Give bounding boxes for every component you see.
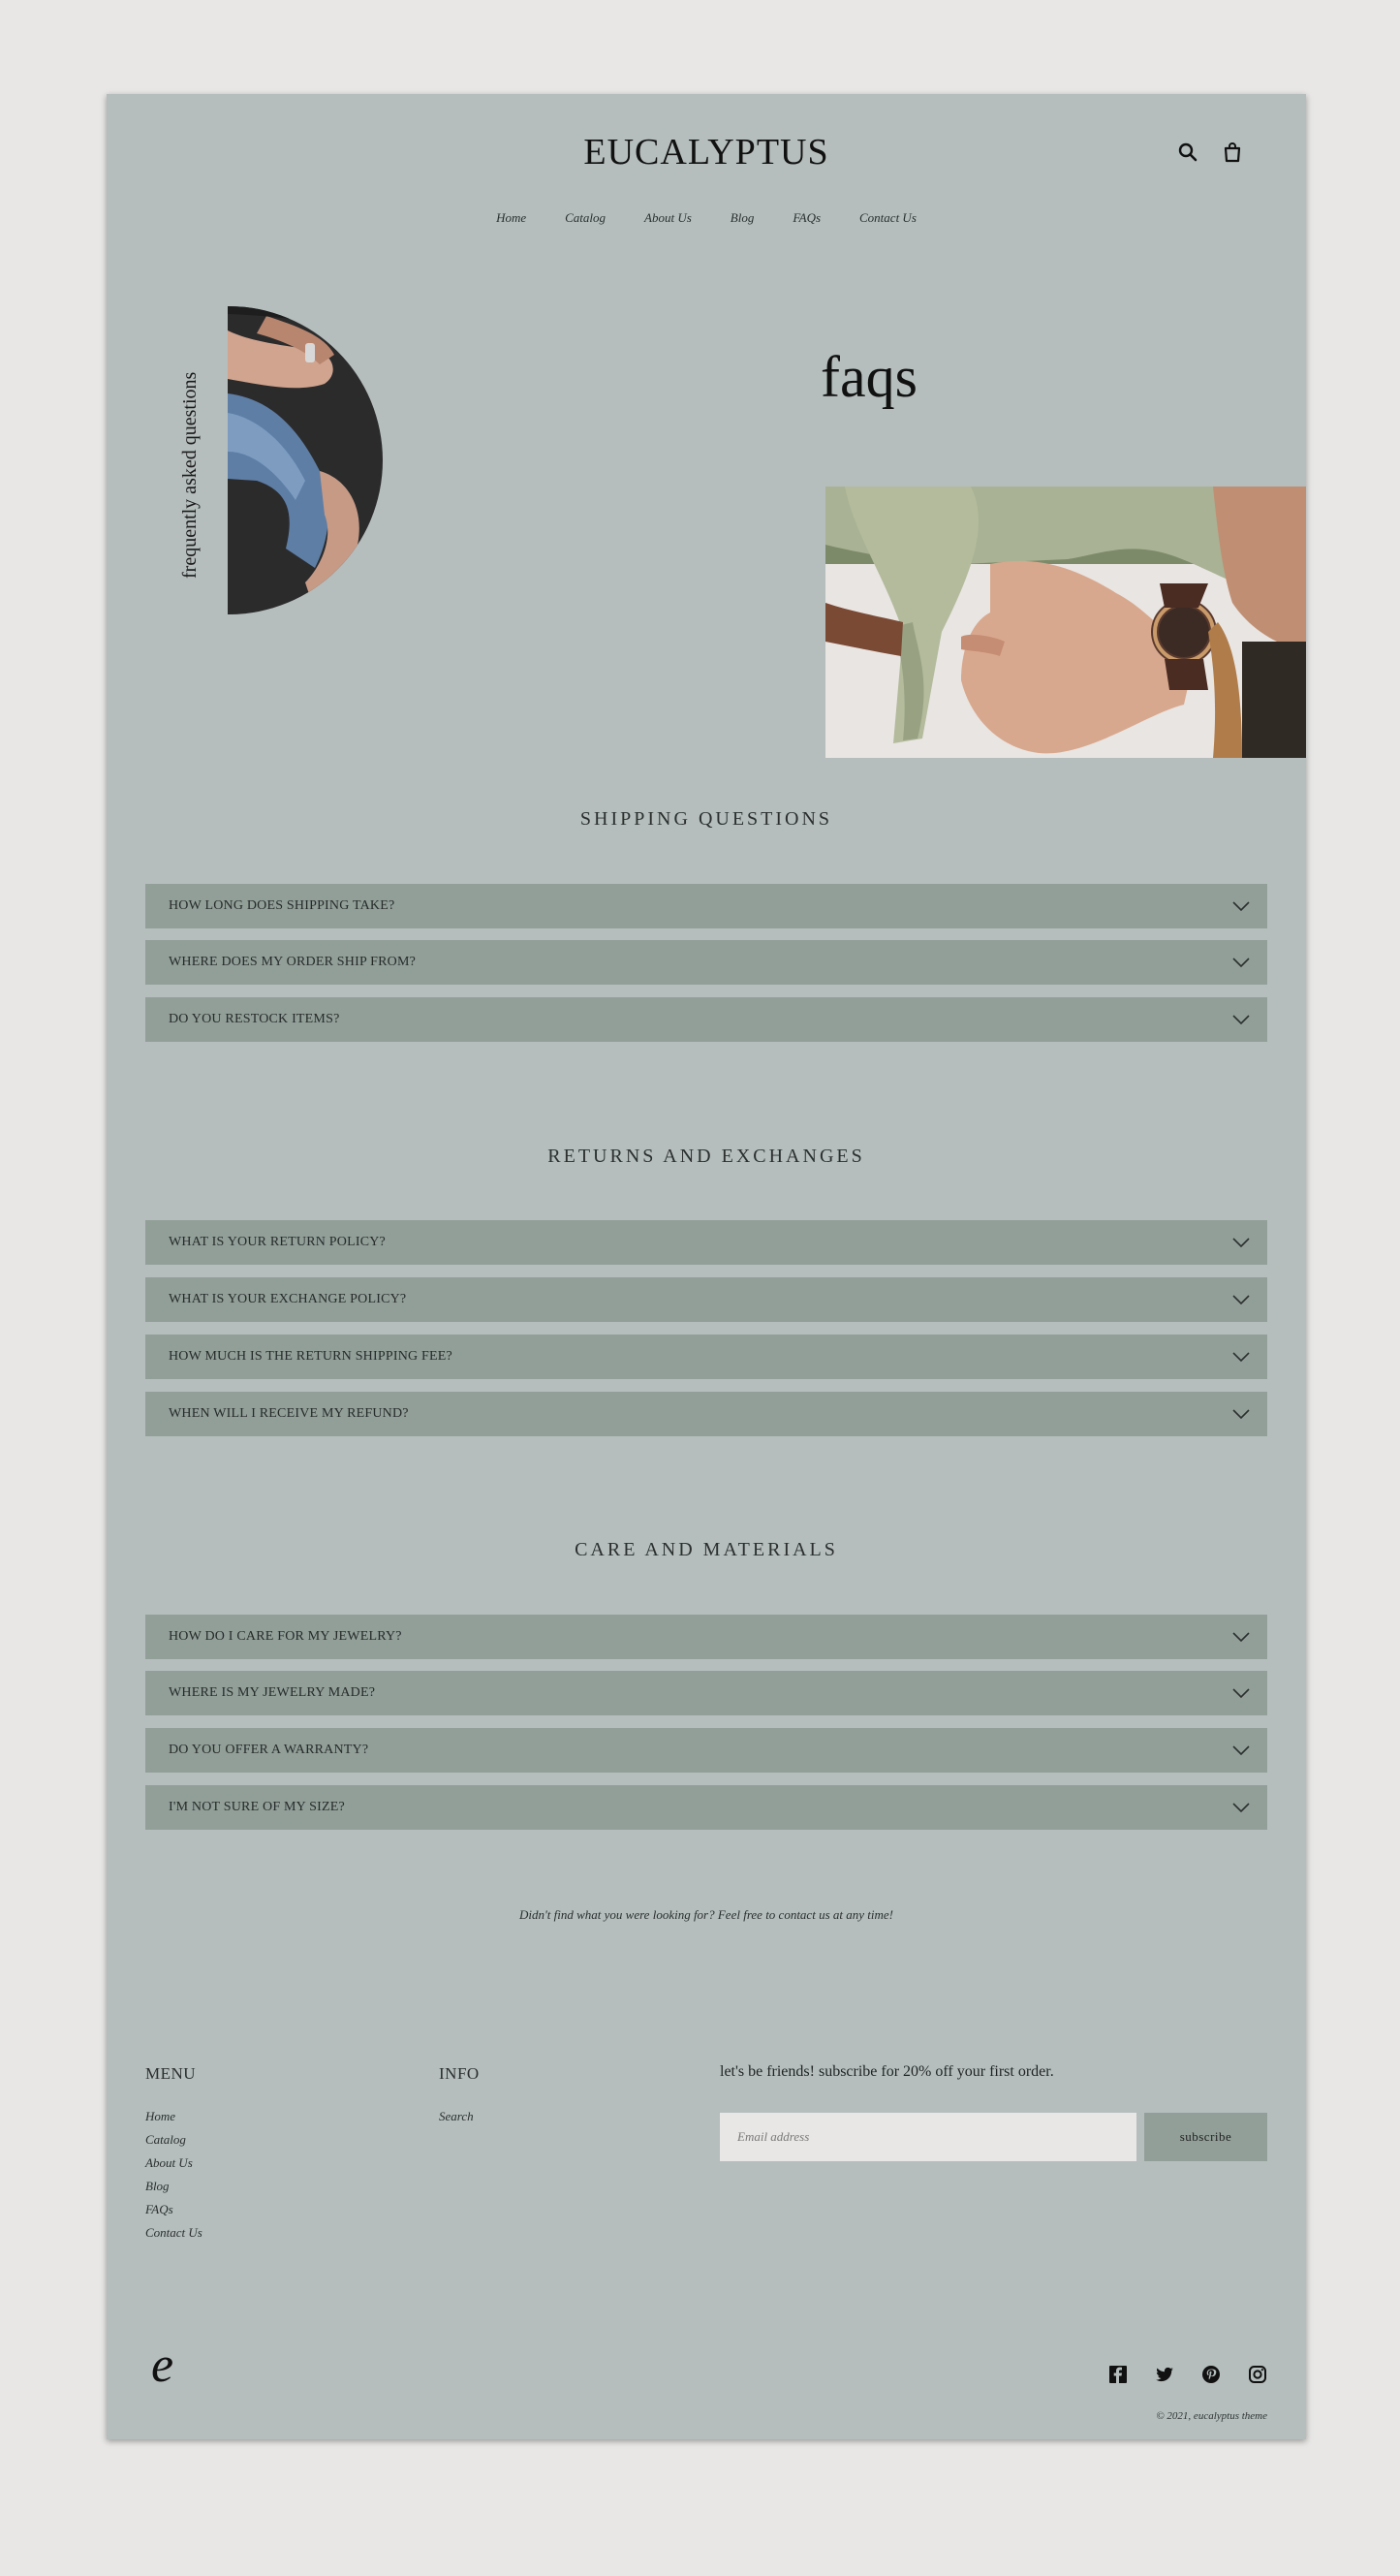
faq-question: WHAT IS YOUR RETURN POLICY?: [169, 1235, 386, 1249]
nav-about-us[interactable]: About Us: [644, 210, 692, 225]
cart-icon[interactable]: [1221, 141, 1244, 164]
faq-item[interactable]: [145, 884, 1267, 928]
faq-question: I'M NOT SURE OF MY SIZE?: [169, 1800, 345, 1814]
pinterest-icon[interactable]: [1201, 2365, 1221, 2384]
nav-home[interactable]: Home: [496, 210, 527, 225]
header-icons: [1176, 141, 1244, 164]
section-title-returns: RETURNS AND EXCHANGES: [547, 1146, 865, 1167]
hero-vertical-text: frequently asked questions: [179, 371, 201, 579]
hero-photo-knees: [228, 306, 383, 614]
footer-menu-links: [145, 2109, 202, 2241]
chevron-down-icon: [1232, 1408, 1250, 1420]
faq-item[interactable]: [145, 1220, 1267, 1265]
faq-question: WHERE IS MY JEWELRY MADE?: [169, 1685, 376, 1700]
faq-question: HOW MUCH IS THE RETURN SHIPPING FEE?: [169, 1349, 452, 1364]
faq-item[interactable]: [145, 1785, 1267, 1830]
subscribe-button[interactable]: subscribe: [1144, 2113, 1267, 2161]
footer-link-catalog[interactable]: Catalog: [145, 2132, 186, 2147]
chevron-down-icon: [1232, 1294, 1250, 1305]
faq-item[interactable]: [145, 1671, 1267, 1715]
faq-item[interactable]: [145, 1277, 1267, 1322]
chevron-down-icon: [1232, 1802, 1250, 1813]
footer-link-about-us[interactable]: About Us: [145, 2155, 193, 2170]
footer-link-home[interactable]: Home: [145, 2109, 176, 2123]
copyright: © 2021, eucalyptus theme: [1156, 2410, 1267, 2422]
faq-question: HOW LONG DOES SHIPPING TAKE?: [169, 898, 395, 913]
footer-info-links: [439, 2109, 474, 2124]
site-logo[interactable]: EUCALYPTUS: [583, 132, 829, 173]
footer-link-search[interactable]: Search: [439, 2109, 474, 2123]
faq-question: WHERE DOES MY ORDER SHIP FROM?: [169, 955, 417, 969]
section-title-care: CARE AND MATERIALS: [575, 1539, 838, 1560]
chevron-down-icon: [1232, 1744, 1250, 1756]
footer-info-heading: INFO: [439, 2064, 480, 2083]
faq-question: HOW DO I CARE FOR MY JEWELRY?: [169, 1629, 402, 1644]
twitter-icon[interactable]: [1155, 2365, 1174, 2384]
search-icon[interactable]: [1176, 141, 1199, 164]
instagram-icon[interactable]: [1248, 2365, 1267, 2384]
faq-question: DO YOU OFFER A WARRANTY?: [169, 1743, 369, 1757]
faq-question: DO YOU RESTOCK ITEMS?: [169, 1012, 340, 1026]
page-title: faqs: [821, 345, 918, 409]
chevron-down-icon: [1232, 1631, 1250, 1643]
social-links: [1108, 2365, 1267, 2384]
newsletter-heading: let's be friends! subscribe for 20% off your first order.: [720, 2063, 1054, 2080]
nav-catalog[interactable]: Catalog: [565, 210, 607, 225]
faq-item[interactable]: [145, 940, 1267, 985]
nav-contact-us[interactable]: Contact Us: [859, 210, 917, 225]
main-nav: [107, 210, 1306, 226]
footer-link-faqs[interactable]: FAQs: [145, 2202, 173, 2216]
chevron-down-icon: [1232, 1687, 1250, 1699]
chevron-down-icon: [1232, 1014, 1250, 1025]
section-title-shipping: SHIPPING QUESTIONS: [579, 808, 833, 830]
facebook-icon[interactable]: [1108, 2365, 1128, 2384]
faq-item[interactable]: [145, 1728, 1267, 1773]
page: [107, 94, 1306, 2439]
footer-link-blog[interactable]: Blog: [145, 2179, 170, 2193]
chevron-down-icon: [1232, 957, 1250, 968]
hero-photo-watch: [825, 487, 1306, 758]
monogram-logo[interactable]: e: [151, 2338, 174, 2393]
faq-question: WHAT IS YOUR EXCHANGE POLICY?: [169, 1292, 407, 1306]
chevron-down-icon: [1232, 1351, 1250, 1363]
faq-item[interactable]: [145, 1392, 1267, 1436]
faq-item[interactable]: [145, 1615, 1267, 1659]
faq-item[interactable]: [145, 1335, 1267, 1379]
nav-blog[interactable]: Blog: [730, 210, 755, 225]
footer-link-contact-us[interactable]: Contact Us: [145, 2225, 202, 2240]
chevron-down-icon: [1232, 1237, 1250, 1248]
contact-prompt: Didn't find what you were looking for? Feel free to contact us at any time!: [519, 1907, 893, 1922]
footer-menu-heading: MENU: [145, 2064, 197, 2083]
faq-question: WHEN WILL I RECEIVE MY REFUND?: [169, 1406, 409, 1421]
chevron-down-icon: [1232, 900, 1250, 912]
email-input[interactable]: [720, 2113, 1136, 2161]
faq-item[interactable]: [145, 997, 1267, 1042]
nav-faqs[interactable]: FAQs: [793, 210, 822, 225]
